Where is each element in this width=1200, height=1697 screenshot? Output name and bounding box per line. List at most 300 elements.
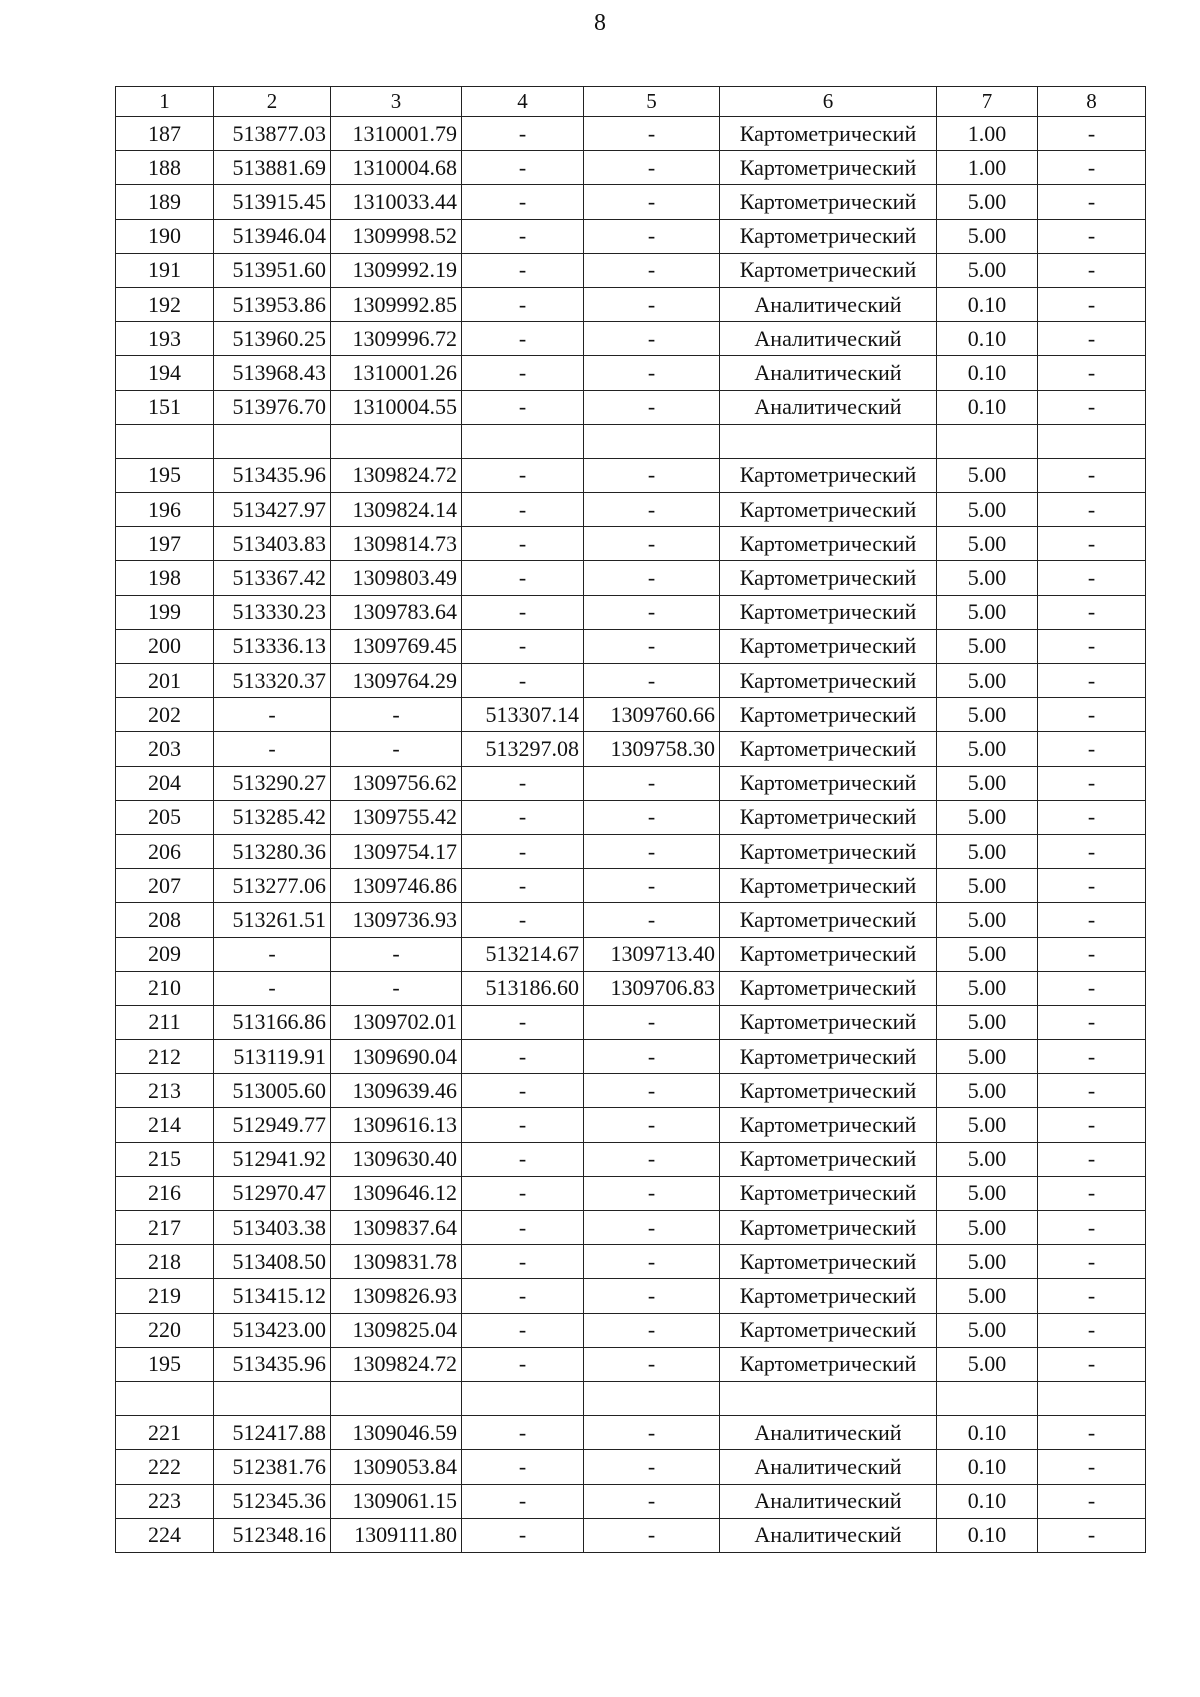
table-cell: 5.00: [937, 1211, 1038, 1245]
table-cell: 0.10: [937, 1450, 1038, 1484]
table-cell: -: [1038, 117, 1146, 151]
table-cell: [720, 424, 937, 458]
table-cell: 0.10: [937, 322, 1038, 356]
table-cell: 513290.27: [214, 766, 331, 800]
table-cell: -: [462, 1211, 584, 1245]
table-cell: -: [462, 322, 584, 356]
table-cell: -: [584, 834, 720, 868]
column-header-1: 1: [116, 87, 214, 117]
table-cell: 5.00: [937, 219, 1038, 253]
table-cell: -: [462, 1313, 584, 1347]
table-row: [116, 1005, 1146, 1039]
table-cell: 188: [116, 151, 214, 185]
table-cell: -: [462, 1005, 584, 1039]
table-row: [116, 117, 1146, 151]
table-cell: 5.00: [937, 629, 1038, 663]
column-header-2: 2: [214, 87, 331, 117]
table-cell: -: [462, 253, 584, 287]
table-cell: 0.10: [937, 287, 1038, 321]
table-cell: 5.00: [937, 800, 1038, 834]
table-cell: 206: [116, 834, 214, 868]
table-cell: [584, 424, 720, 458]
table-row: [116, 903, 1146, 937]
table-row: [116, 151, 1146, 185]
table-cell: -: [1038, 287, 1146, 321]
table-cell: Аналитический: [720, 1484, 937, 1518]
table-cell: -: [462, 390, 584, 424]
table-cell: 513297.08: [462, 732, 584, 766]
table-cell: 5.00: [937, 1142, 1038, 1176]
table-cell: Картометрический: [720, 493, 937, 527]
table-row: [116, 1245, 1146, 1279]
table-cell: 215: [116, 1142, 214, 1176]
table-cell: -: [1038, 800, 1146, 834]
table-cell: 1310004.55: [331, 390, 462, 424]
table-row: [116, 356, 1146, 390]
table-cell: 199: [116, 595, 214, 629]
table-cell: 1309061.15: [331, 1484, 462, 1518]
table-cell: 1309702.01: [331, 1005, 462, 1039]
table-cell: 513320.37: [214, 664, 331, 698]
table-cell: 5.00: [937, 766, 1038, 800]
table-cell: -: [1038, 1484, 1146, 1518]
table-row: [116, 800, 1146, 834]
table-cell: 1309754.17: [331, 834, 462, 868]
table-cell: -: [584, 1347, 720, 1381]
table-cell: -: [462, 1108, 584, 1142]
table-row: [116, 561, 1146, 595]
table-cell: -: [584, 356, 720, 390]
table-cell: -: [462, 117, 584, 151]
table-cell: 5.00: [937, 595, 1038, 629]
table-cell: 513403.38: [214, 1211, 331, 1245]
table-cell: -: [462, 287, 584, 321]
table-cell: -: [1038, 151, 1146, 185]
table-cell: 1309769.45: [331, 629, 462, 663]
table-cell: -: [462, 800, 584, 834]
table-cell: -: [462, 664, 584, 698]
table-cell: -: [1038, 698, 1146, 732]
table-cell: -: [1038, 1142, 1146, 1176]
table-cell: -: [584, 117, 720, 151]
table-cell: 204: [116, 766, 214, 800]
table-cell: -: [1038, 1518, 1146, 1552]
table-cell: -: [462, 869, 584, 903]
table-row: [116, 458, 1146, 492]
table-cell: -: [1038, 1040, 1146, 1074]
table-cell: -: [584, 1416, 720, 1450]
table-cell: 513261.51: [214, 903, 331, 937]
table-cell: -: [462, 458, 584, 492]
table-cell: 0.10: [937, 1484, 1038, 1518]
table-cell: 192: [116, 287, 214, 321]
table-cell: -: [1038, 1176, 1146, 1210]
table-cell: -: [462, 151, 584, 185]
table-cell: 1310001.26: [331, 356, 462, 390]
table-cell: -: [462, 1245, 584, 1279]
column-header-4: 4: [462, 87, 584, 117]
table-row: [116, 1450, 1146, 1484]
table-cell: -: [584, 1074, 720, 1108]
table-cell: 216: [116, 1176, 214, 1210]
table-cell: 5.00: [937, 1245, 1038, 1279]
table-cell: 5.00: [937, 185, 1038, 219]
table-row: [116, 1176, 1146, 1210]
table-cell: -: [462, 185, 584, 219]
table-row: [116, 287, 1146, 321]
table-cell: -: [1038, 869, 1146, 903]
table-cell: -: [584, 1142, 720, 1176]
table-cell: -: [214, 732, 331, 766]
table-cell: -: [584, 390, 720, 424]
table-cell: -: [462, 629, 584, 663]
table-cell: 513280.36: [214, 834, 331, 868]
table-cell: 513915.45: [214, 185, 331, 219]
table-cell: -: [331, 698, 462, 732]
table-cell: 1309764.29: [331, 664, 462, 698]
table-cell: 5.00: [937, 1074, 1038, 1108]
table-row: [116, 595, 1146, 629]
table-row: [116, 1381, 1146, 1415]
table-cell: 512417.88: [214, 1416, 331, 1450]
table-row: [116, 869, 1146, 903]
table-cell: Картометрический: [720, 151, 937, 185]
table-cell: 512941.92: [214, 1142, 331, 1176]
table-row: [116, 629, 1146, 663]
table-cell: -: [584, 1450, 720, 1484]
table-cell: 193: [116, 322, 214, 356]
table-cell: 513946.04: [214, 219, 331, 253]
table-cell: 513005.60: [214, 1074, 331, 1108]
table-cell: -: [1038, 493, 1146, 527]
table-body: [116, 117, 1146, 1553]
table-cell: Картометрический: [720, 185, 937, 219]
table-cell: 513877.03: [214, 117, 331, 151]
table-row: [116, 493, 1146, 527]
table-cell: -: [462, 834, 584, 868]
table-cell: -: [1038, 766, 1146, 800]
table-cell: 224: [116, 1518, 214, 1552]
table-cell: -: [1038, 527, 1146, 561]
table-cell: 5.00: [937, 869, 1038, 903]
table-cell: -: [331, 971, 462, 1005]
table-cell: Картометрический: [720, 1245, 937, 1279]
table-cell: Аналитический: [720, 322, 937, 356]
table-cell: 1309755.42: [331, 800, 462, 834]
table-cell: 1310001.79: [331, 117, 462, 151]
table-cell: 194: [116, 356, 214, 390]
table-cell: [214, 424, 331, 458]
table-cell: -: [1038, 664, 1146, 698]
table-cell: -: [462, 219, 584, 253]
table-cell: 5.00: [937, 937, 1038, 971]
table-cell: 513427.97: [214, 493, 331, 527]
table-cell: -: [1038, 1005, 1146, 1039]
table-cell: 513336.13: [214, 629, 331, 663]
table-cell: [937, 424, 1038, 458]
table-cell: 5.00: [937, 1279, 1038, 1313]
table-cell: 5.00: [937, 561, 1038, 595]
table-cell: -: [584, 1176, 720, 1210]
table-cell: 513307.14: [462, 698, 584, 732]
table-cell: -: [462, 356, 584, 390]
table-cell: 513960.25: [214, 322, 331, 356]
table-cell: 5.00: [937, 664, 1038, 698]
table-cell: -: [1038, 1347, 1146, 1381]
table-cell: 209: [116, 937, 214, 971]
table-cell: 512348.16: [214, 1518, 331, 1552]
table-cell: 211: [116, 1005, 214, 1039]
table-cell: 512345.36: [214, 1484, 331, 1518]
table-cell: -: [584, 219, 720, 253]
table-cell: -: [462, 1279, 584, 1313]
table-cell: 513953.86: [214, 287, 331, 321]
table-cell: 5.00: [937, 1176, 1038, 1210]
table-cell: -: [462, 1142, 584, 1176]
table-cell: -: [1038, 595, 1146, 629]
table-cell: -: [1038, 356, 1146, 390]
table-row: [116, 937, 1146, 971]
table-cell: 1310004.68: [331, 151, 462, 185]
table-cell: Картометрический: [720, 1005, 937, 1039]
table-cell: -: [1038, 629, 1146, 663]
table-cell: 1309826.93: [331, 1279, 462, 1313]
table-cell: Аналитический: [720, 287, 937, 321]
column-header-5: 5: [584, 87, 720, 117]
column-header-8: 8: [1038, 87, 1146, 117]
table-cell: 1309736.93: [331, 903, 462, 937]
table-cell: -: [584, 287, 720, 321]
table-cell: [214, 1381, 331, 1415]
table-cell: 512949.77: [214, 1108, 331, 1142]
table-cell: Картометрический: [720, 1108, 937, 1142]
table-cell: [584, 1381, 720, 1415]
table-cell: 5.00: [937, 1347, 1038, 1381]
table-cell: 202: [116, 698, 214, 732]
table-cell: 191: [116, 253, 214, 287]
table-cell: 223: [116, 1484, 214, 1518]
table-cell: -: [1038, 219, 1146, 253]
table-cell: 5.00: [937, 1040, 1038, 1074]
table-cell: -: [584, 493, 720, 527]
table-cell: 203: [116, 732, 214, 766]
table-cell: 1309824.14: [331, 493, 462, 527]
table-cell: -: [584, 1484, 720, 1518]
table-row: [116, 1416, 1146, 1450]
table-cell: 195: [116, 458, 214, 492]
table-cell: 5.00: [937, 834, 1038, 868]
table-cell: -: [1038, 732, 1146, 766]
table-cell: -: [1038, 971, 1146, 1005]
table-cell: 1309111.80: [331, 1518, 462, 1552]
table-cell: -: [584, 1040, 720, 1074]
table-cell: 1309616.13: [331, 1108, 462, 1142]
table-cell: Картометрический: [720, 253, 937, 287]
table-cell: -: [584, 1518, 720, 1552]
table-cell: -: [1038, 561, 1146, 595]
table-cell: 1309996.72: [331, 322, 462, 356]
table-cell: 513435.96: [214, 1347, 331, 1381]
table-cell: -: [462, 1176, 584, 1210]
table-cell: 1309992.19: [331, 253, 462, 287]
table-cell: 513951.60: [214, 253, 331, 287]
table-cell: Картометрический: [720, 903, 937, 937]
table-cell: Картометрический: [720, 219, 937, 253]
table-cell: -: [462, 1450, 584, 1484]
table-cell: -: [214, 971, 331, 1005]
page-number: 8: [594, 10, 606, 36]
table-cell: Картометрический: [720, 561, 937, 595]
table-cell: 1309646.12: [331, 1176, 462, 1210]
table-cell: 5.00: [937, 1108, 1038, 1142]
table-cell: Аналитический: [720, 356, 937, 390]
table-cell: 513408.50: [214, 1245, 331, 1279]
table-cell: 1309758.30: [584, 732, 720, 766]
table-cell: -: [1038, 1450, 1146, 1484]
table-row: [116, 1347, 1146, 1381]
table-cell: -: [1038, 1313, 1146, 1347]
table-cell: -: [1038, 253, 1146, 287]
table-row: [116, 1279, 1146, 1313]
table-cell: Аналитический: [720, 1416, 937, 1450]
table-cell: -: [1038, 390, 1146, 424]
table-cell: 513435.96: [214, 458, 331, 492]
column-header-6: 6: [720, 87, 937, 117]
table-cell: -: [462, 1416, 584, 1450]
table-cell: -: [584, 1005, 720, 1039]
table-cell: -: [1038, 1108, 1146, 1142]
table-row: [116, 253, 1146, 287]
table-cell: 513423.00: [214, 1313, 331, 1347]
table-cell: 0.10: [937, 390, 1038, 424]
table-cell: [462, 1381, 584, 1415]
table-cell: 5.00: [937, 903, 1038, 937]
table-cell: -: [584, 664, 720, 698]
table-cell: -: [584, 527, 720, 561]
table-row: [116, 1108, 1146, 1142]
table-cell: Картометрический: [720, 458, 937, 492]
table-cell: Аналитический: [720, 390, 937, 424]
table-cell: 0.10: [937, 356, 1038, 390]
table-cell: Картометрический: [720, 527, 937, 561]
table-cell: 513415.12: [214, 1279, 331, 1313]
table-row: [116, 219, 1146, 253]
table-cell: -: [462, 561, 584, 595]
table-cell: -: [584, 629, 720, 663]
table-cell: [937, 1381, 1038, 1415]
table-cell: 1.00: [937, 151, 1038, 185]
table-cell: -: [584, 253, 720, 287]
table-cell: -: [584, 322, 720, 356]
table-cell: 1309706.83: [584, 971, 720, 1005]
table-cell: Картометрический: [720, 869, 937, 903]
table-cell: -: [1038, 1074, 1146, 1108]
table-cell: 513119.91: [214, 1040, 331, 1074]
table-cell: 5.00: [937, 253, 1038, 287]
table-cell: 513186.60: [462, 971, 584, 1005]
table-cell: 1.00: [937, 117, 1038, 151]
table-cell: -: [584, 903, 720, 937]
table-cell: 190: [116, 219, 214, 253]
table-cell: 513367.42: [214, 561, 331, 595]
table-cell: 513968.43: [214, 356, 331, 390]
table-cell: Картометрический: [720, 834, 937, 868]
table-cell: 5.00: [937, 493, 1038, 527]
table-cell: 205: [116, 800, 214, 834]
table-cell: 1309639.46: [331, 1074, 462, 1108]
table-cell: 218: [116, 1245, 214, 1279]
table-row: [116, 390, 1146, 424]
table-row: [116, 185, 1146, 219]
table-row: [116, 1484, 1146, 1518]
table-cell: Картометрический: [720, 117, 937, 151]
table-cell: [116, 1381, 214, 1415]
table-cell: Картометрический: [720, 629, 937, 663]
table-cell: 214: [116, 1108, 214, 1142]
table-cell: -: [331, 937, 462, 971]
table-cell: 0.10: [937, 1416, 1038, 1450]
table-cell: 5.00: [937, 458, 1038, 492]
table-cell: Картометрический: [720, 732, 937, 766]
table-cell: -: [584, 766, 720, 800]
table-cell: 219: [116, 1279, 214, 1313]
table-cell: 1309824.72: [331, 1347, 462, 1381]
table-cell: 208: [116, 903, 214, 937]
table-cell: -: [1038, 1245, 1146, 1279]
table-header-row: [116, 87, 1146, 117]
table-cell: Аналитический: [720, 1450, 937, 1484]
table-cell: [462, 424, 584, 458]
table-cell: -: [584, 185, 720, 219]
table-cell: -: [214, 937, 331, 971]
table-cell: 1309998.52: [331, 219, 462, 253]
table-cell: 1309713.40: [584, 937, 720, 971]
table-cell: -: [462, 1347, 584, 1381]
table-cell: 217: [116, 1211, 214, 1245]
table-cell: 512381.76: [214, 1450, 331, 1484]
table-cell: -: [1038, 1279, 1146, 1313]
table-cell: Картометрический: [720, 766, 937, 800]
table-cell: 1309053.84: [331, 1450, 462, 1484]
table-cell: 513330.23: [214, 595, 331, 629]
table-cell: -: [214, 698, 331, 732]
table-row: [116, 527, 1146, 561]
table-cell: -: [1038, 834, 1146, 868]
table-cell: 512970.47: [214, 1176, 331, 1210]
table-cell: Картометрический: [720, 1176, 937, 1210]
table-cell: Картометрический: [720, 971, 937, 1005]
column-header-7: 7: [937, 87, 1038, 117]
table-row: [116, 1518, 1146, 1552]
table-cell: 513285.42: [214, 800, 331, 834]
table-cell: Картометрический: [720, 1279, 937, 1313]
table-cell: 1309783.64: [331, 595, 462, 629]
table-cell: 1309046.59: [331, 1416, 462, 1450]
table-cell: -: [584, 1211, 720, 1245]
table-cell: [331, 424, 462, 458]
table-cell: [116, 424, 214, 458]
table-cell: [1038, 424, 1146, 458]
table-cell: 5.00: [937, 1005, 1038, 1039]
table-cell: -: [584, 1279, 720, 1313]
table-cell: 189: [116, 185, 214, 219]
table-cell: Картометрический: [720, 698, 937, 732]
table-cell: -: [584, 1313, 720, 1347]
table-cell: 1309803.49: [331, 561, 462, 595]
table-cell: 1309992.85: [331, 287, 462, 321]
table-cell: 1310033.44: [331, 185, 462, 219]
table-cell: 196: [116, 493, 214, 527]
